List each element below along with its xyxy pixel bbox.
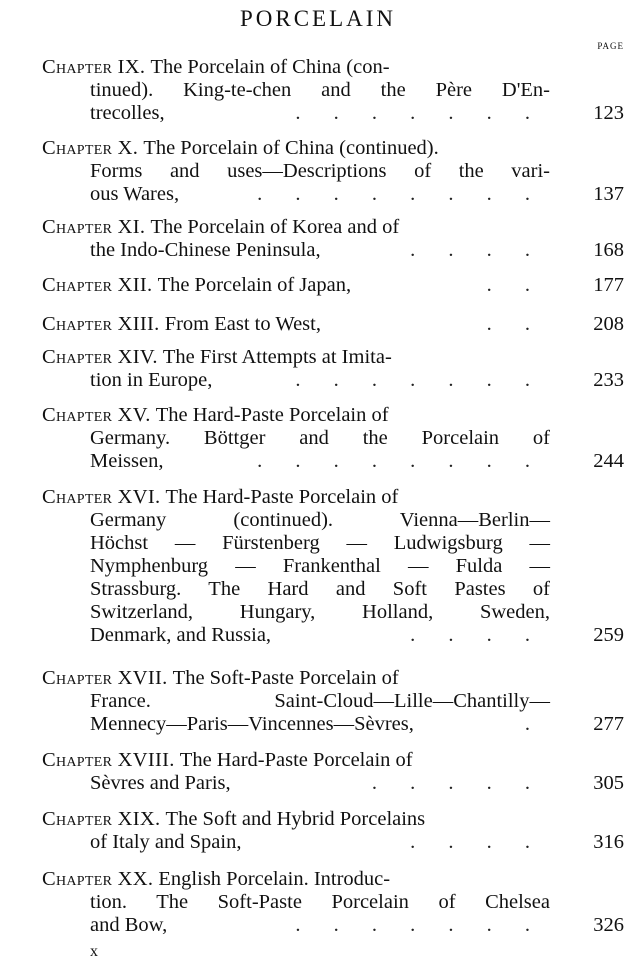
toc-entry: [42, 313, 624, 336]
dot-leaders: . . . . . . .: [295, 914, 544, 936]
toc-entry-line: [42, 808, 624, 831]
toc-entry: [42, 808, 624, 854]
toc-entry-line: [42, 713, 624, 736]
toc-entry-line: [42, 555, 624, 578]
page-number: 259: [593, 624, 624, 646]
toc-entry-line: [42, 79, 624, 102]
toc-entry: [42, 486, 624, 647]
toc-entry-line: [42, 532, 624, 555]
chapter-title-line: Meissen,: [90, 450, 164, 472]
dot-leaders: . .: [486, 313, 544, 335]
toc-entry-line: [42, 868, 624, 891]
chapter-title-line: ous Wares,: [90, 183, 180, 205]
toc-entry-line: [42, 346, 624, 369]
chapter-title-line: of Italy and Spain,: [90, 831, 242, 853]
chapter-title-line: The Soft and Hybrid Porcelains: [165, 808, 426, 830]
page-number: 168: [593, 239, 624, 261]
chapter-title-line: From East to West,: [164, 313, 321, 335]
chapter-title-line: Forms and uses—Descriptions of the vari-: [90, 160, 550, 182]
chapter-title-line: and Bow,: [90, 914, 168, 936]
chapter-title-line: Höchst — Fürstenberg — Ludwigsburg —: [90, 532, 550, 554]
chapter-title-line: The Porcelain of China (con-: [150, 56, 390, 78]
chapter-title-line: The Porcelain of Japan,: [157, 274, 352, 296]
dot-leaders: . . . . . . .: [295, 102, 544, 124]
dot-leaders: .: [524, 713, 544, 735]
toc-entry: [42, 274, 624, 297]
page-number: 123: [593, 102, 624, 124]
toc-entry-line: [42, 891, 624, 914]
page-column-label: PAGE: [597, 41, 624, 51]
chapter-title-line: The Hard-Paste Porcelain of: [155, 404, 389, 426]
chapter-number: Chapter XI.: [42, 216, 146, 238]
page-number: 316: [593, 831, 624, 853]
toc-entry-line: [42, 749, 624, 772]
chapter-title-line: Strassburg. The Hard and Soft Pastes of: [90, 578, 550, 600]
chapter-number: Chapter XV.: [42, 404, 151, 426]
toc-entry-line: [42, 56, 624, 79]
chapter-title-line: tion. The Soft-Paste Porcelain of Chelsea: [90, 891, 550, 913]
chapter-title-line: The Soft-Paste Porcelain of: [172, 667, 399, 689]
toc-entry-line: [42, 369, 624, 392]
page-number: 177: [593, 274, 624, 296]
toc-entry-line: [42, 404, 624, 427]
toc-entry: [42, 346, 624, 392]
dot-leaders: . . . .: [410, 831, 544, 853]
chapter-number: Chapter XX.: [42, 868, 154, 890]
page-number: 137: [593, 183, 624, 205]
chapter-title-line: Nymphenburg — Frankenthal — Fulda —: [90, 555, 550, 577]
toc-entry-line: [42, 667, 624, 690]
page-title: PORCELAIN: [239, 6, 397, 31]
chapter-title-line: The Porcelain of China (continued).: [143, 137, 439, 159]
dot-leaders: . .: [486, 274, 544, 296]
chapter-number: Chapter XVI.: [42, 486, 161, 508]
chapter-title-line: The Hard-Paste Porcelain of: [165, 486, 399, 508]
chapter-title-line: Sèvres and Paris,: [90, 772, 231, 794]
chapter-title-line: The Porcelain of Korea and of: [150, 216, 400, 238]
chapter-number: Chapter XVIII.: [42, 749, 175, 771]
toc-entry-line: [42, 274, 624, 297]
toc-entry-line: [42, 624, 624, 647]
toc-entry-line: [42, 772, 624, 795]
toc-entry-line: [42, 137, 624, 160]
chapter-number: Chapter X.: [42, 137, 139, 159]
chapter-title-line: tion in Europe,: [90, 369, 213, 391]
chapter-title-line: Germany. Böttger and the Porcelain of: [90, 427, 550, 449]
toc-entry: [42, 137, 624, 206]
toc-entry: [42, 216, 624, 262]
toc-entry: [42, 749, 624, 795]
dot-leaders: . . . .: [410, 624, 544, 646]
toc-entry-line: [42, 914, 624, 937]
toc-entry: [42, 56, 624, 125]
chapter-title-line: France. Saint-Cloud—Lille—Chantilly—: [90, 690, 550, 712]
chapter-number: Chapter XII.: [42, 274, 153, 296]
chapter-title-line: English Porcelain. Introduc-: [158, 868, 391, 890]
dot-leaders: . . . .: [410, 239, 544, 261]
toc-entry: [42, 667, 624, 736]
toc-entry-line: [42, 183, 624, 206]
page-number: 305: [593, 772, 624, 794]
chapter-number: Chapter XIII.: [42, 313, 160, 335]
toc-entry: [42, 868, 624, 937]
chapter-title-line: Switzerland, Hungary, Holland, Sweden,: [90, 601, 550, 623]
chapter-title-line: Mennecy—Paris—Vincennes—Sèvres,: [90, 713, 414, 735]
toc-entry-line: [42, 578, 624, 601]
chapter-number: Chapter XVII.: [42, 667, 168, 689]
page-number: 208: [593, 313, 624, 335]
chapter-number: Chapter XIV.: [42, 346, 158, 368]
folio-number: x: [90, 943, 98, 960]
toc-entry-line: [42, 831, 624, 854]
dot-leaders: . . . . . . . .: [257, 183, 544, 205]
dot-leaders: . . . . . . . .: [257, 450, 544, 472]
toc-entry-line: [42, 102, 624, 125]
toc-entry-line: [42, 509, 624, 532]
dot-leaders: . . . . . . .: [295, 369, 544, 391]
chapter-title-line: trecolles,: [90, 102, 165, 124]
chapter-title-line: Denmark, and Russia,: [90, 624, 272, 646]
chapter-title-line: The First Attempts at Imita-: [162, 346, 392, 368]
toc-entry-line: [42, 313, 624, 336]
toc-entry-line: [42, 427, 624, 450]
toc-entry: [42, 404, 624, 473]
toc-entry-line: [42, 486, 624, 509]
toc-entry-line: [42, 450, 624, 473]
page-number: 233: [593, 369, 624, 391]
page-number: 326: [593, 914, 624, 936]
toc-entry-line: [42, 160, 624, 183]
page-number: 244: [593, 450, 624, 472]
toc-entry-line: [42, 690, 624, 713]
chapter-number: Chapter IX.: [42, 56, 146, 78]
chapter-title-line: tinued). King-te-chen and the Père D'En-: [90, 79, 550, 101]
chapter-title-line: the Indo-Chinese Peninsula,: [90, 239, 321, 261]
toc-entry-line: [42, 239, 624, 262]
page-number: 277: [593, 713, 624, 735]
dot-leaders: . . . . .: [371, 772, 544, 794]
chapter-title-line: The Hard-Paste Porcelain of: [179, 749, 413, 771]
chapter-title-line: Germany (continued). Vienna—Berlin—: [90, 509, 550, 531]
toc-entry-line: [42, 216, 624, 239]
chapter-number: Chapter XIX.: [42, 808, 161, 830]
toc-entry-line: [42, 601, 624, 624]
